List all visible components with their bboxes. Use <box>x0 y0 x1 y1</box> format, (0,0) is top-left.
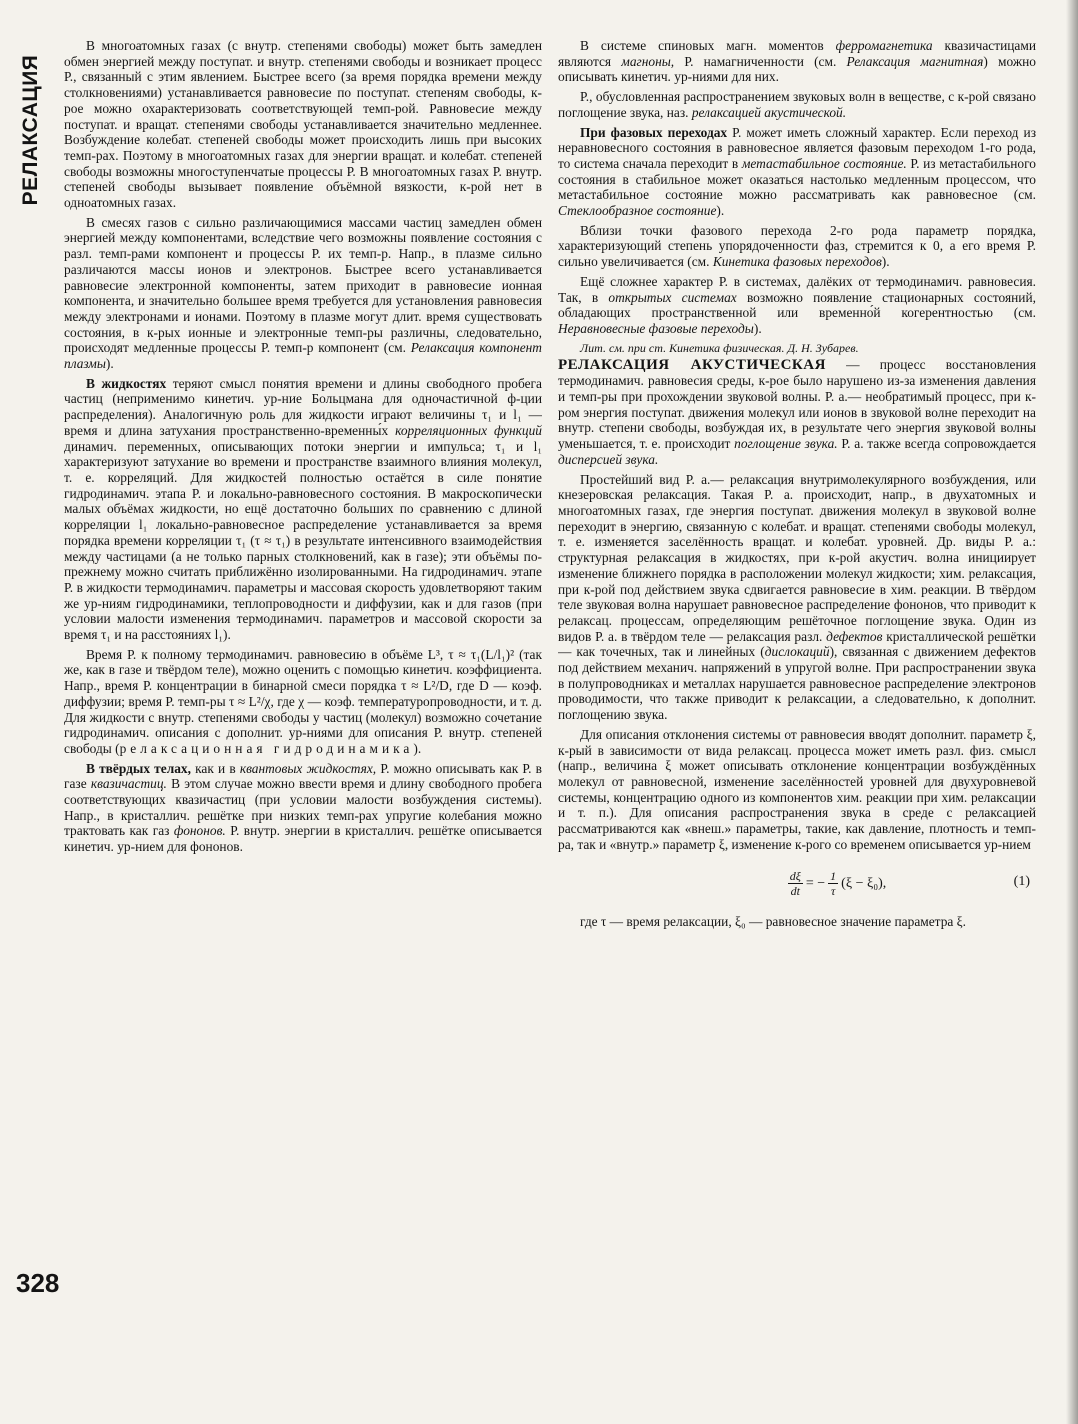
cross-reference[interactable]: магноны, <box>621 53 675 69</box>
paragraph-sound-waves: Р., обусловленная распространением звуковых волн в веществе, с к-рой связано поглощение звука, наз. релаксацией акустической. <box>558 89 1036 120</box>
paragraph-phase-transitions: При фазовых переходах Р. может иметь сложный характер. Если переход из неравновесного состояния в равновесное является фазовым переходом 1-го рода, то система сначала переходит в метастабильное состояние. Р. из метастабильного состояния в стабильное может оказаться настолько медленным процессом, что метастабильное состояние можно рассматривать как равновесное (см. Стеклообразное состояние). <box>558 124 1036 219</box>
paragraph-nonequilibrium: Ещё сложнее характер Р. в системах, далёких от термодинамич. равновесия. Так, в открытых системах возможно появление стационарных состояний, обладающих пространственной или временно́й когерентностью (см. Неравновесные фазовые переходы). <box>558 273 1036 336</box>
paragraph-liquids: В жидкостях теряют смысл понятия времени и длины свободного пробега частиц (неприменимо кинетич. ур-ние Больцмана для одночастичной ф-ции распределения). Аналогичную роль для жидкости играют величины τ₁ и l₁ — время и длина затухания пространственно-временны́х корреляционных функций динамич. переменных, описывающих потоки энергии и импульса; τ₁ и l₁ характеризуют затухание во времени и пространстве взаимного влияния молекул, т. е. корреляций. Для жидкостей полностью остаётся в силе понятие гидродинамич. этапа Р. и локально-равновесного состояния. В макроскопически малых объёмах жидкости, но ещё достаточно больших по сравнению с длиной корреляции l₁ локально-равновесное распределение устанавливается за время порядка времени корреляции τ₁ (τ ≈ τ₁) в результате интенсивного взаимодействия между частицами (а не только парных столкновений, как в газе); эти объёмы по-прежнему можно считать приближённо изолированными. На гидродинамич. этапе Р. в жидкости термодинамич. параметры и массовая скорость удовлетворяют таким же ур-ниям гидродинамики, теплопроводности и диффузии, как и для газов (при условии малости изменения термодинамич. параметров и массовой скорости за время τ₁ и на расстояниях l₁). <box>64 375 542 643</box>
cross-reference[interactable]: ферромагнетика <box>835 38 933 53</box>
article-acoustic-relaxation: РЕЛАКСАЦИЯ АКУСТИЧЕСКАЯ — процесс восстановления термодинамич. равновесия среды, к-рое было нарушено из-за изменения давления и темп-ры при прохождении звуковой волны. Р. а.— необратимый процесс, при к-ром энергия поступат. движения молекул или ионов в звуковой волне переходит на внутр. степени свободы, возбуждая их, в результате чего энергия звуковой волны уменьшается, т. е. происходит поглощение звука. Р. а. также всегда сопровождается дисперсией звука. <box>558 356 1036 467</box>
cross-reference[interactable]: дисперсией звука. <box>558 451 659 467</box>
fraction-inverse-tau: $\frac{1}{\tau}$ <box>830 868 837 898</box>
cross-reference[interactable]: Стеклообразное состояние <box>558 203 717 219</box>
cross-reference[interactable]: фононов. <box>173 823 226 839</box>
paragraph-relaxation-time: Время Р. к полному термодинамич. равновесию в объёме L³, τ ≈ τ₁(L/l₁)² (так же, как в газе и твёрдом теле), можно оценить с помощью кинетич. коэффициента. Напр., время Р. концентрации в бинарной смеси порядка τ ≈ L²/D, где D — коэф. диффузии; время Р. темп-ры τ ≈ L²/χ, где χ — коэф. температуропроводности, и т. д. Для жидкости с внутр. степенями свободы у частиц (молекул) возможно сочетание гидродинамич. описания с дополнит. ур-ниями для описания Р. внутр. степеней свободы (релаксационная гидродинамика). <box>64 646 542 756</box>
fraction-derivative: $\frac{d\xi}{dt}$ <box>789 868 801 898</box>
cross-reference[interactable]: дислокаций <box>764 644 830 660</box>
right-column <box>558 38 1036 1318</box>
paragraph-second-order: Вблизи точки фазового перехода 2-го рода параметр порядка, характеризующий степень упорядоченности фаз, стремится к 0, а его время Р. сильно увеличивается (см. Кинетика фазовых переходов). <box>558 222 1036 270</box>
cross-reference[interactable]: Неравновесные фазовые переходы <box>558 320 754 336</box>
equation-number: (1) <box>1013 874 1030 890</box>
cross-reference[interactable]: релаксацией акустической. <box>691 104 847 120</box>
paragraph-simplest-type: Простейший вид Р. а.— релаксация внутримолекулярного возбуждения, или кнезеровская релаксация. Такая Р. а. происходит, напр., в двухатомных и многоатомных газах, где энергия поступат. движения молекул в звуковой волне переходит в энергию, связанную с колебат. и вращат. степенями свободы молекул, т. е. изменяется заселённость вращат. и колебат. уровней. Др. виды Р. а.: структурная релаксация в жидкостях, при к-рой акустич. волна инициирует изменение ближнего порядка в расположении молекул жидкости; хим. релаксация, при к-рой под действием звука сдвигается равновесие в хим. реакции. В твёрдом теле звуковая волна нарушает равновесное распределение фононов, что приводит к релаксац. процессам, определяющим решёточное поглощение звука. Один из видов Р. а. в твёрдом теле — релаксация разл. дефектов кристаллической решётки — как точечных, так и линейных (дислокаций), связанная с движением дефектов под действием механич. напряжений в упругой волне. При распространении звука в полупроводниках и металлах нарушается равновесное распределение электронов проводимости, что также приводит к релаксации, а следовательно, к дополнит. поглощению звука. <box>558 471 1036 723</box>
running-header <box>14 40 48 220</box>
paragraph-solids: В твёрдых телах, как и в квантовых жидкостях, Р. можно описывать как Р. в газе квазичастиц. В этом случае можно ввести время и длину свободного пробега соответствующих квазичастиц (при условии малости возбуждения системы). Напр., в кристаллич. решётке при низких темп-рах упругие колебания можно трактовать как газ фононов. Р. внутр. энергии в кристаллич. решётке описывается кинетич. ур-нием для фононов. <box>64 760 542 855</box>
cross-reference[interactable]: поглощение звука. <box>734 436 838 452</box>
paragraph-spin-systems: В системе спиновых магн. моментов ферромагнетика квазичастицами являются магноны, Р. намагниченности (см. Релаксация магнитная) можно описывать кинетич. ур-ниями для них. <box>558 38 1036 85</box>
cross-reference[interactable]: квантовых жидкостях, <box>239 760 377 776</box>
cross-reference[interactable]: дефектов <box>826 628 883 644</box>
page-number: 328 <box>16 1268 60 1298</box>
left-column <box>64 38 542 1318</box>
cross-reference[interactable]: Релаксация магнитная <box>846 53 984 69</box>
paragraph-tau-definition: где τ — время релаксации, ξ₀ — равновесное значение параметра ξ. <box>580 914 966 930</box>
page-edge-shadow <box>1066 0 1078 1424</box>
cross-reference[interactable]: открытых системах <box>608 289 737 305</box>
equation-1: $\frac{d\xi}{dt}$ = − $\frac{1}{\tau}$ (ξ − ξ₀), (1) <box>789 868 1030 898</box>
cross-reference[interactable]: корреляционных функций <box>395 422 542 438</box>
paragraph-parameter-xi: Для описания отклонения системы от равновесия вводят дополнит. параметр ξ, к-рый в зависимости от вида релаксац. процесса может иметь разл. физ. смысл (напр., величина ξ может описывать отклонение концентрации возбуждённых молекул от равновесной, изменение заселённостей уровней для двухуровневой системы, концентрацию одного из компонентов хим. реакции при хим. релаксации и т. п.). Для описания распространения звука в среде с релаксацией рассматриваются как «внеш.» параметры, такие, как давление, плотность и темп-ра, так и «внутр.» параметр ξ, изменение к-рого со временем описывается ур-нием <box>558 726 1036 852</box>
literature-note: Лит. см. при ст. Кинетика физическая. Д. Н. Зубарев. <box>580 340 859 355</box>
paragraph-gas-mixtures: В смесях газов с сильно различающимися массами частиц замедлен обмен энергией между компонентами, вследствие чего возможны появление состояния с разл. темп-рами компонент и процессы Р. их темп-р. Напр., в плазме сильно различаются массы ионов и электронов. Быстрее всего устанавливается равновесие электронной компоненты, затем приходит в равновесие ионная компонента, и значительно большее время требуется для установления равновесия между электронами и ионами. Поэтому в плазме могут длит. время существовать состояния, в к-рых ионные и электронные темп-ры различны, следовательно, происходят медленные процессы Р. темп-р компонент (см. Релаксация компонент плазмы). <box>64 214 542 372</box>
cross-reference[interactable]: квазичастиц. <box>90 776 167 792</box>
article-heading: РЕЛАКСАЦИЯ АКУСТИЧЕСКАЯ <box>558 356 826 373</box>
paragraph-polyatomic-gases: В многоатомных газах (с внутр. степенями свободы) может быть замедлен обмен энергией между поступат. и внутр. степенями свободы и возникает процесс Р., связанный с этим явлением. Быстрее всего (за время порядка времени между столкновениями) устанавливается равновесие по поступат. степеням свободы, к-рое можно охарактеризовать соответствующей темп-рой. Равновесие между поступат. и вращат. степенями свободы устанавливается значительно медленнее. Возбуждение колебат. степеней свободы может происходить лишь при высоких темп-рах. Поэтому в многоатомных газах для энергии вращат. и колебат. степеней свободы возможны многоступенчатые процессы Р. В многоатомных газах Р. внутр. степеней свободы вызывает появление объёмной вязкости, к-рой нет в одноатомных газах. <box>64 38 542 211</box>
cross-reference[interactable]: Релаксация компонент плазмы <box>64 340 542 372</box>
cross-reference[interactable]: метастабильное состояние. <box>741 155 907 171</box>
section-title: РЕЛАКСАЦИЯ <box>19 54 42 206</box>
cross-reference[interactable]: Кинетика фазовых переходов <box>712 254 882 270</box>
